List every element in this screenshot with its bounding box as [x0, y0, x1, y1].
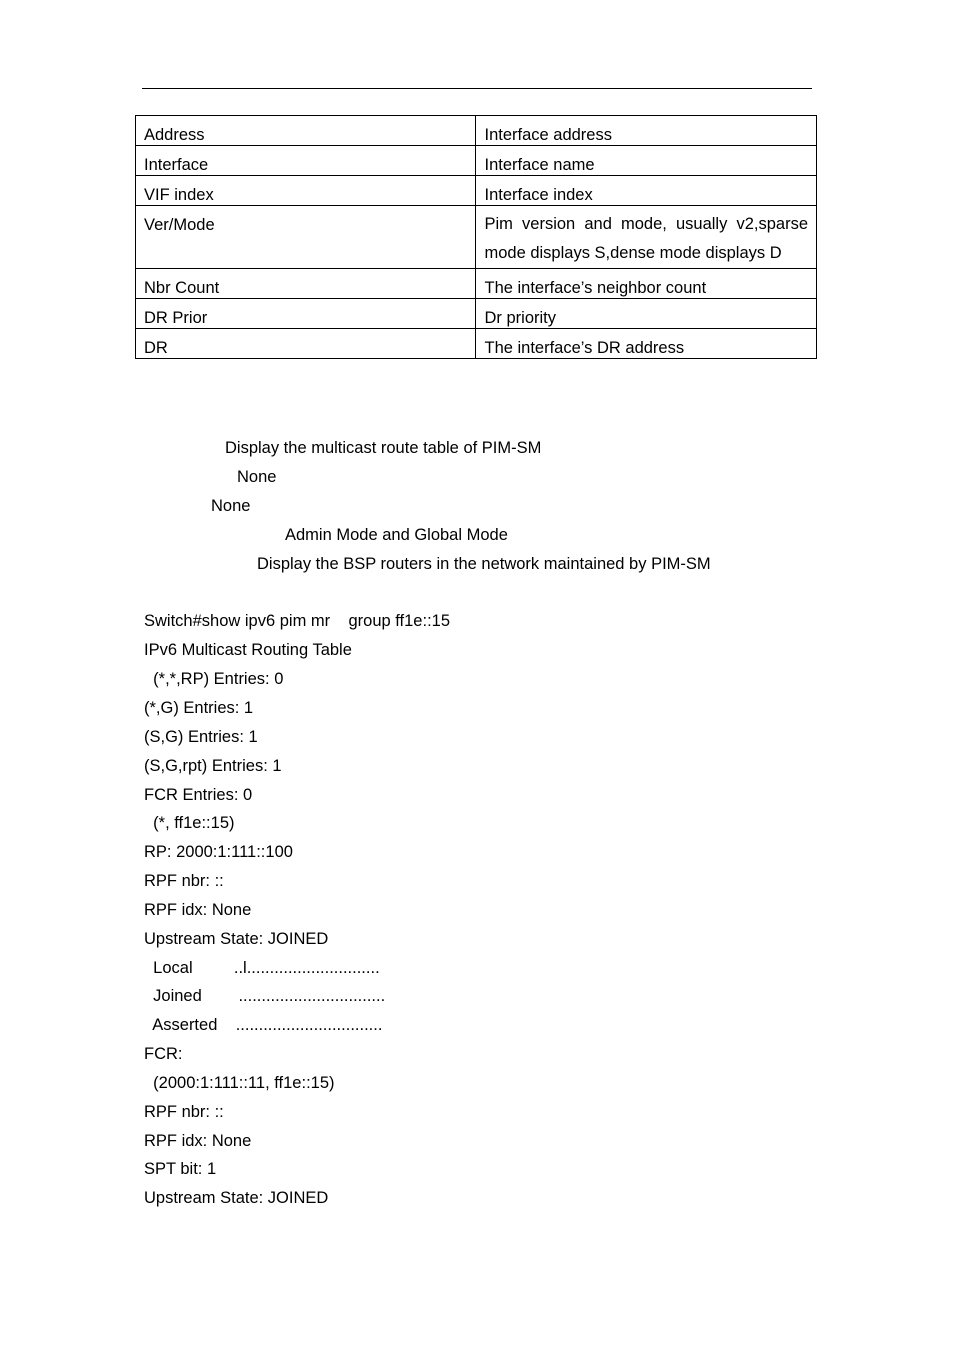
- table-row: [136, 116, 817, 146]
- command-mode-text: Admin Mode and Global Mode: [285, 526, 508, 544]
- example-line: Joined ................................: [144, 987, 386, 1005]
- field-description-table: [135, 115, 817, 359]
- example-line: (*,G) Entries: 1: [144, 699, 254, 717]
- command-function-text: Display the multicast route table of PIM-SM: [225, 439, 542, 457]
- example-line: RPF nbr: ::: [144, 1103, 224, 1121]
- field-cell: Nbr Count: [136, 269, 476, 299]
- command-parameter-text: None: [237, 468, 277, 486]
- example-line: (S,G) Entries: 1: [144, 728, 258, 746]
- table-row: [136, 329, 817, 359]
- description-cell: Interface index: [476, 176, 817, 206]
- example-line: IPv6 Multicast Routing Table: [144, 641, 352, 659]
- description-cell: The interface’s neighbor count: [476, 269, 817, 299]
- example-line: FCR Entries: 0: [144, 786, 253, 804]
- header-rule: [142, 88, 812, 89]
- table-row: [136, 206, 817, 269]
- example-line: (*,*,RP) Entries: 0: [144, 670, 284, 688]
- command-usage-text: Display the BSP routers in the network maintained by PIM-SM: [257, 555, 711, 573]
- description-cell: Interface address: [476, 116, 817, 146]
- description-cell: Pim version and mode, usually v2,sparse mode displays S,dense mode displays D: [476, 206, 817, 269]
- example-line: Asserted ................................: [144, 1016, 383, 1034]
- example-line: (2000:1:111::11, ff1e::15): [144, 1074, 335, 1092]
- example-line: RP: 2000:1:111::100: [144, 843, 293, 861]
- example-line: RPF idx: None: [144, 901, 252, 919]
- example-line: RPF nbr: ::: [144, 872, 224, 890]
- field-cell: Interface: [136, 146, 476, 176]
- command-default-text: None: [211, 497, 251, 515]
- example-line: Local ..l.............................: [144, 959, 380, 977]
- example-line: (*, ff1e::15): [144, 814, 235, 832]
- example-line: RPF idx: None: [144, 1132, 252, 1150]
- field-cell: VIF index: [136, 176, 476, 206]
- table-row: [136, 146, 817, 176]
- field-cell: DR: [136, 329, 476, 359]
- example-line: Switch#show ipv6 pim mr group ff1e::15: [144, 612, 451, 630]
- table-row: [136, 176, 817, 206]
- example-line: Upstream State: JOINED: [144, 930, 329, 948]
- example-line: Upstream State: JOINED: [144, 1189, 329, 1207]
- field-cell: Address: [136, 116, 476, 146]
- table-row: [136, 269, 817, 299]
- description-cell: Dr priority: [476, 299, 817, 329]
- description-cell: Interface name: [476, 146, 817, 176]
- example-line: SPT bit: 1: [144, 1160, 217, 1178]
- example-line: (S,G,rpt) Entries: 1: [144, 757, 282, 775]
- field-cell: Ver/Mode: [136, 206, 476, 269]
- example-line: FCR:: [144, 1045, 183, 1063]
- table-row: [136, 299, 817, 329]
- description-cell: The interface’s DR address: [476, 329, 817, 359]
- field-cell: DR Prior: [136, 299, 476, 329]
